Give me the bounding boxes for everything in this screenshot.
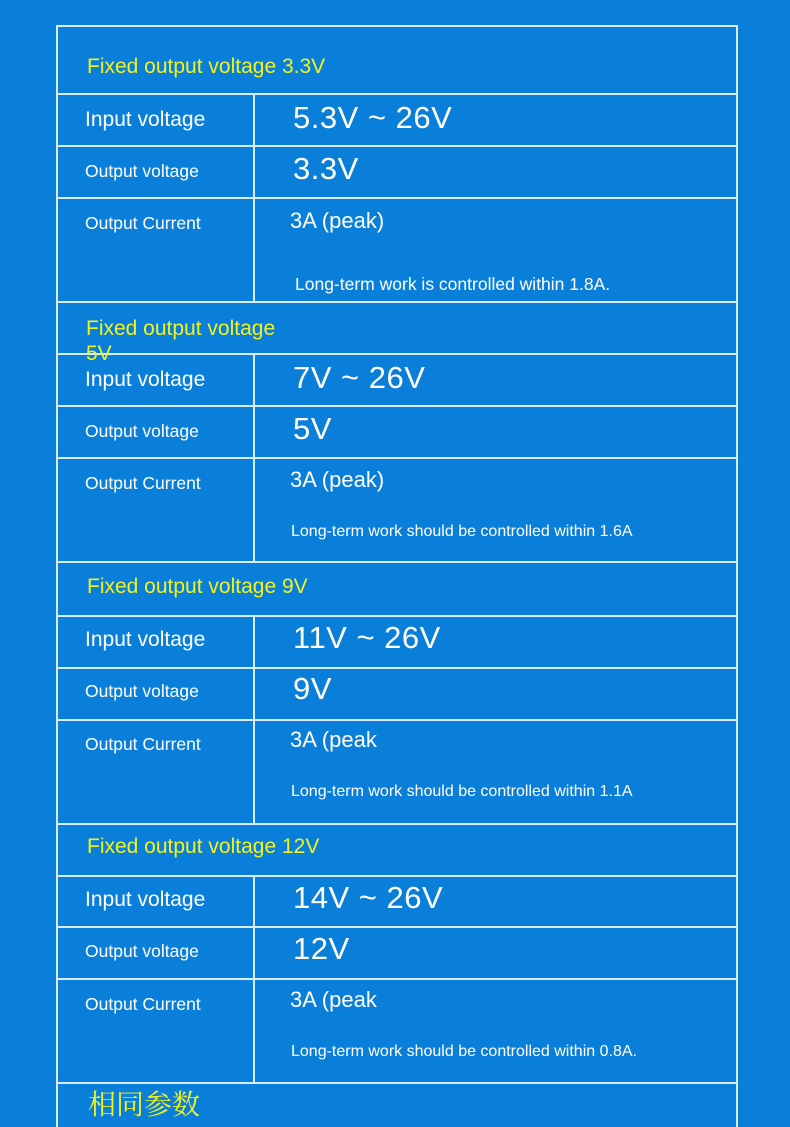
- table-rule: [56, 978, 736, 980]
- table-rule: [56, 145, 736, 147]
- output-voltage-value: 3.3V: [293, 151, 359, 186]
- input-voltage-label: Input voltage: [85, 368, 206, 391]
- output-voltage-value: 9V: [293, 671, 332, 706]
- section-title-clip: [86, 316, 346, 365]
- table-rule: [56, 457, 736, 459]
- section-title: Fixed output voltage 12V: [87, 835, 320, 858]
- table-rule: [56, 926, 736, 928]
- output-current-label: Output Current: [85, 213, 201, 233]
- output-voltage-value: 5V: [293, 411, 332, 446]
- table-rule: [56, 1082, 736, 1084]
- column-divider: [253, 355, 255, 563]
- output-voltage-label: Output voltage: [85, 421, 199, 441]
- table-rule: [56, 301, 736, 303]
- output-current-value: 3A (peak: [290, 987, 377, 1012]
- current-note: Long-term work should be controlled within 1.1A: [291, 783, 633, 800]
- footer-title-clip: [88, 1088, 388, 1120]
- table-rule: [56, 405, 736, 407]
- table-rule: [56, 93, 736, 95]
- output-voltage-value: 12V: [293, 931, 350, 966]
- input-voltage-value: 14V ~ 26V: [293, 880, 444, 915]
- output-voltage-label: Output voltage: [85, 681, 199, 701]
- output-current-value: 3A (peak): [290, 208, 385, 233]
- input-voltage-value: 11V ~ 26V: [293, 620, 441, 655]
- table-rule: [56, 823, 736, 825]
- output-voltage-label: Output voltage: [85, 941, 199, 961]
- output-current-value: 3A (peak): [290, 467, 385, 492]
- section-title: Fixed output voltage 5V: [86, 317, 276, 365]
- current-note: Long-term work is controlled within 1.8A.: [295, 274, 611, 294]
- input-voltage-value: 7V ~ 26V: [293, 360, 426, 395]
- footer-title: 相同参数: [88, 1089, 201, 1120]
- output-current-label: Output Current: [85, 994, 201, 1014]
- table-rule: [56, 615, 736, 617]
- input-voltage-value: 5.3V ~ 26V: [293, 100, 453, 135]
- column-divider: [253, 95, 255, 303]
- table-rule: [56, 561, 736, 563]
- section-title: Fixed output voltage 9V: [87, 575, 308, 598]
- table-rule: [56, 667, 736, 669]
- table-rule: [56, 197, 736, 199]
- table-rule: [56, 719, 736, 721]
- output-current-label: Output Current: [85, 473, 201, 493]
- output-current-value: 3A (peak: [290, 727, 377, 752]
- column-divider: [253, 617, 255, 825]
- output-current-label: Output Current: [85, 734, 201, 754]
- input-voltage-label: Input voltage: [85, 628, 206, 651]
- table-rule: [56, 875, 736, 877]
- section-title: Fixed output voltage 3.3V: [87, 55, 326, 78]
- current-note: Long-term work should be controlled within 0.8A.: [291, 1043, 637, 1060]
- column-divider: [253, 877, 255, 1084]
- input-voltage-label: Input voltage: [85, 108, 206, 131]
- output-voltage-label: Output voltage: [85, 161, 199, 181]
- current-note: Long-term work should be controlled within 1.6A: [291, 523, 633, 540]
- input-voltage-label: Input voltage: [85, 888, 206, 911]
